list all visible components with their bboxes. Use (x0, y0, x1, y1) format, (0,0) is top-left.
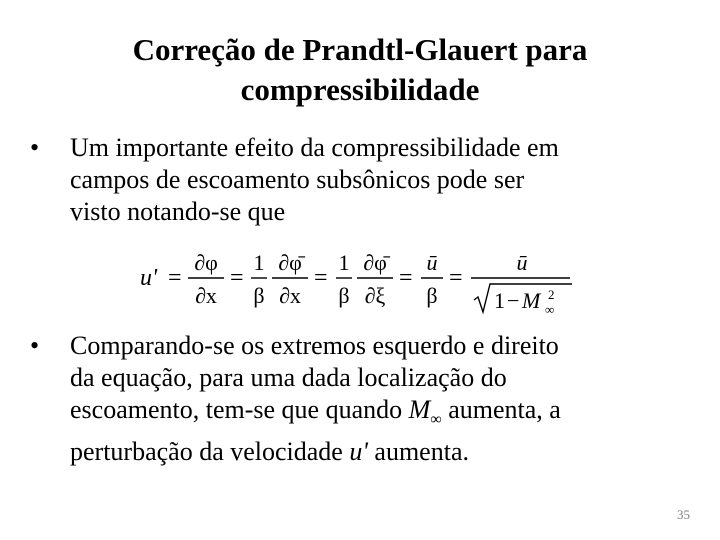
bullet-point-1 (30, 132, 670, 228)
eq-term1-numerator: ∂φ (194, 250, 218, 275)
bullet-marker: • (30, 331, 40, 360)
eq-term5-numerator: ū (516, 250, 528, 275)
bullet-2-line-3-pre: escoamento, tem-se que quando (70, 395, 409, 424)
eq-equals-4: = (399, 265, 413, 291)
eq-term3-coef-numerator: 1 (338, 250, 350, 275)
bullet-1-line-1: Um importante efeito da compressibilidade em (70, 133, 559, 162)
eq-term4-numerator: ū (426, 250, 438, 275)
eq-lhs: u' (140, 265, 158, 291)
eq-term4-denominator: β (426, 283, 438, 308)
slide-title (40, 30, 680, 110)
eq-term5-den-infinity: ∞ (545, 302, 555, 317)
eq-equals-1: = (168, 265, 182, 291)
eq-term2-denominator: ∂x (279, 283, 301, 308)
eq-term3-numerator: ∂φ̄ (363, 250, 387, 275)
eq-term5-den-minus: − (507, 288, 520, 313)
eq-term5-den-mach: M (522, 288, 541, 313)
bullet-2-line-4-post: aumenta. (367, 437, 469, 467)
slide-title-line-1: Correção de Prandtl-Glauert para (132, 32, 588, 67)
bullet-2-line-1: Comparando-se os extremos esquerdo e direito (70, 331, 559, 360)
eq-term2-numerator: ∂φ̄ (278, 250, 302, 275)
eq-term3-coef-denominator: β (338, 283, 350, 308)
infinity-subscript: ∞ (430, 411, 442, 429)
eq-equals-2: = (230, 265, 244, 291)
prandtl-glauert-equation (138, 248, 578, 318)
bullet-2-line-4 (70, 436, 670, 468)
eq-term5-den-exponent: 2 (548, 287, 555, 302)
eq-equals-3: = (314, 265, 328, 291)
bullet-2-line-4-pre: perturbação da velocidade (70, 437, 350, 467)
page-number: 35 (677, 507, 690, 522)
eq-term2-coef-denominator: β (253, 283, 265, 308)
bullet-2-line-3-post: aumenta, a (441, 395, 561, 424)
bullet-2-line-2: da equação, para uma dada localização do (70, 363, 507, 392)
eq-term2-coef-numerator: 1 (253, 250, 265, 275)
eq-term5-den-one: 1 (494, 288, 505, 313)
eq-term1-denominator: ∂x (195, 283, 217, 308)
bullet-marker: • (30, 133, 40, 162)
eq-term3-denominator: ∂ξ (364, 283, 386, 308)
slide-title-line-2: compressibilidade (240, 72, 480, 107)
mach-symbol: M (408, 395, 431, 424)
velocity-perturbation-symbol: u' (349, 437, 368, 467)
bullet-point-2 (30, 330, 670, 468)
bullet-1-line-2: campos de escoamento subsônicos pode ser (70, 165, 525, 194)
bullet-2-line-3 (70, 394, 670, 436)
eq-equals-5: = (449, 265, 463, 291)
bullet-1-line-3: visto notando-se que (70, 197, 286, 226)
